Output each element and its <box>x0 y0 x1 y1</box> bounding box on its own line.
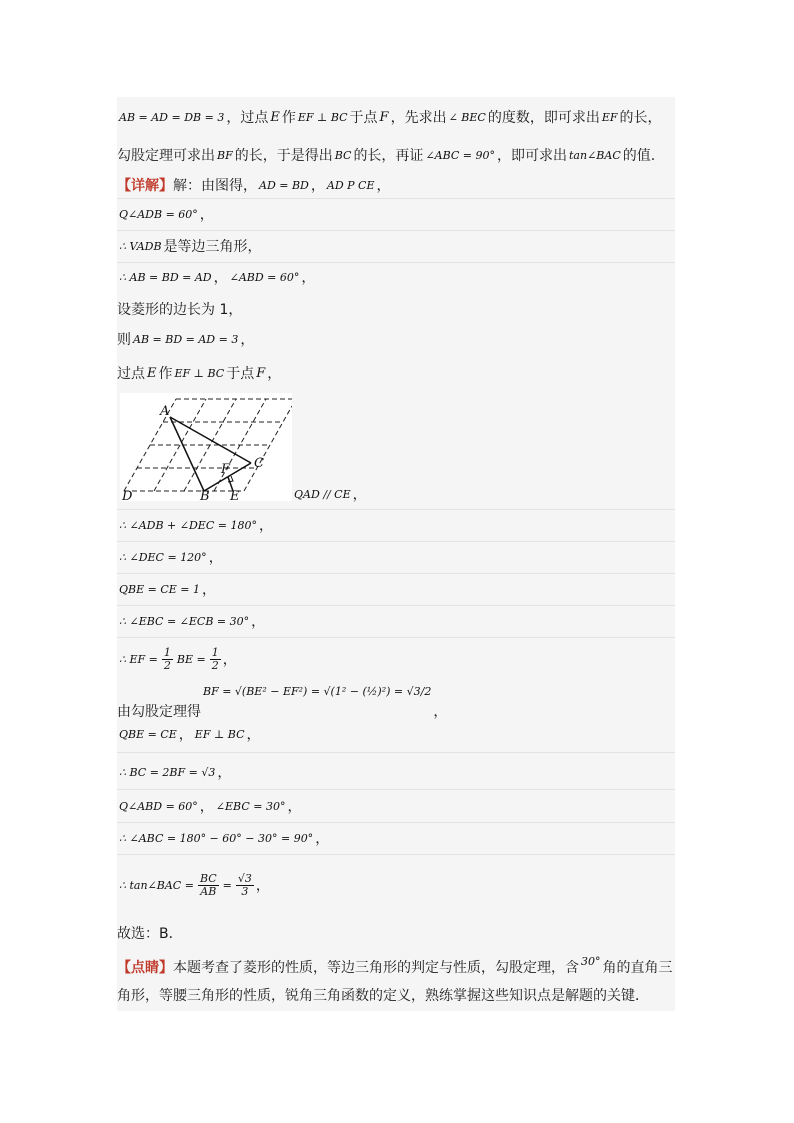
text: ， <box>199 207 214 223</box>
point-e-label: E <box>230 489 240 501</box>
formula: ∴ ∠ADB + ∠DEC = 180° <box>119 518 257 532</box>
point-b-label: B <box>200 489 210 501</box>
text: 故选：B． <box>117 926 183 942</box>
denominator: AB <box>200 884 217 898</box>
text: 角的直角三 <box>602 960 673 976</box>
line-13 <box>117 577 675 601</box>
text: ， <box>246 727 261 743</box>
line-8 <box>117 327 675 351</box>
point-c-label: C <box>254 456 264 471</box>
line-23 <box>117 955 675 979</box>
fraction <box>236 873 254 898</box>
point-label: F <box>256 365 266 381</box>
text: 的长，于是得出 <box>234 148 333 164</box>
text: 作 <box>158 366 173 382</box>
line-12 <box>117 545 675 569</box>
formula: EF ⊥ BC <box>194 727 245 741</box>
formula: ∴ tan∠BAC = <box>119 878 194 892</box>
text: ， <box>222 652 237 668</box>
text: 角形，等腰三角形的性质，锐角三角函数的定义，熟练掌握这些知识点是解题的关键． <box>117 988 649 1004</box>
line-18 <box>117 759 675 785</box>
line-9 <box>117 361 675 385</box>
divider <box>117 854 675 855</box>
formula: EF ⊥ BC <box>297 110 348 124</box>
text: ， <box>267 366 282 382</box>
denominator: 2 <box>163 658 171 672</box>
formula: ∠EBC = 30° <box>215 799 286 813</box>
formula: ∴ ∠DEC = 120° <box>119 550 207 564</box>
formula: ∠ BEC <box>448 110 486 124</box>
formula: QBE = CE <box>119 727 177 741</box>
text: ， <box>258 518 273 534</box>
point-d-label: D <box>122 489 133 501</box>
text: 是等边三角形， <box>163 239 262 255</box>
line-17 <box>117 722 675 746</box>
line-24 <box>117 983 675 1007</box>
fraction <box>210 647 221 672</box>
formula: ∴ EF = <box>119 652 158 666</box>
formula: AB = AD = DB = 3 <box>119 110 225 124</box>
text: ， <box>178 727 193 743</box>
line-4 <box>117 202 675 226</box>
formula: Q∠ABD = 60° <box>119 799 198 813</box>
text: 勾股定理可求出 <box>117 148 215 164</box>
formula: BC <box>334 148 352 162</box>
line-21 <box>117 864 675 906</box>
formula: QBE = CE = 1 <box>119 582 200 596</box>
formula: ∴ ∠ABC = 180° − 60° − 30° = 90° <box>119 831 314 845</box>
text: ， <box>213 270 228 286</box>
denominator: 2 <box>211 658 219 672</box>
formula: EF ⊥ BC <box>174 366 225 380</box>
denominator: 3 <box>241 884 249 898</box>
text: 的长， <box>619 110 662 126</box>
divider <box>117 637 675 638</box>
line-5 <box>117 234 675 258</box>
line-2 <box>117 143 675 167</box>
text: ， <box>315 831 330 847</box>
text: 于点 <box>226 366 255 382</box>
text: ，即可求出 <box>497 148 568 164</box>
formula: AD P CE <box>326 178 375 192</box>
line-7 <box>117 297 675 321</box>
text: 本题考查了菱形的性质，等边三角形的判定与性质，勾股定理，含 <box>173 960 579 976</box>
text: ， <box>217 765 232 781</box>
text: ，过点 <box>226 110 269 126</box>
line-10 <box>292 482 672 506</box>
text: ， <box>433 704 448 720</box>
section-tag: 【点睛】 <box>117 960 173 976</box>
formula: ∠ABD = 60° <box>229 270 300 284</box>
text: ， <box>208 550 223 566</box>
text: 的长，再证 <box>353 148 424 164</box>
point-label: E <box>147 365 157 381</box>
formula: = <box>222 878 232 892</box>
point-f-label: F <box>221 462 231 477</box>
text: ， <box>352 487 367 503</box>
divider <box>117 541 675 542</box>
text: ， <box>202 582 216 598</box>
text: 于点 <box>349 110 378 126</box>
text: ， <box>376 178 391 194</box>
line-1 <box>117 105 675 129</box>
point-label: E <box>270 109 280 125</box>
text: 过点 <box>117 366 145 382</box>
formula: ∴ VADB <box>119 239 162 253</box>
text: ， <box>310 178 325 194</box>
formula: BE = <box>176 652 206 666</box>
formula: AB = BD = AD = 3 <box>133 332 239 346</box>
numerator: 1 <box>163 645 171 659</box>
formula: EF <box>601 110 618 124</box>
formula: QAD // CE <box>294 487 351 501</box>
text: 的度数，即可求出 <box>487 110 600 126</box>
geometry-figure <box>120 393 292 501</box>
formula: BF <box>217 148 233 162</box>
line-22 <box>117 921 675 945</box>
divider <box>117 605 675 606</box>
divider <box>117 752 675 753</box>
line-3 <box>117 173 675 197</box>
divider <box>117 509 675 510</box>
point-a-label: A <box>160 404 170 419</box>
formula: Q∠ADB = 60° <box>119 207 198 221</box>
formula: ∴ AB = BD = AD <box>119 270 212 284</box>
text: 的值. <box>622 148 656 164</box>
formula: BF = √(BE² − EF²) = √(1² − (½)²) = √3/2 <box>203 685 432 698</box>
line-6 <box>117 265 675 289</box>
divider <box>117 822 675 823</box>
point-label: F <box>379 109 389 125</box>
numerator: BC <box>199 871 217 885</box>
numerator: √3 <box>237 871 252 885</box>
formula: ∴ ∠EBC = ∠ECB = 30° <box>119 614 250 628</box>
divider <box>117 262 675 263</box>
text: ， <box>287 799 302 815</box>
text: ， <box>251 614 266 630</box>
line-20 <box>117 826 675 850</box>
divider <box>117 198 675 199</box>
text: ， <box>255 878 270 894</box>
formula: tan∠BAC <box>569 148 621 162</box>
formula: ∴ BC = 2BF = √3 <box>119 765 216 779</box>
text: ，先求出 <box>390 110 447 126</box>
text: 解：由图得， <box>173 178 257 194</box>
rhombus-grid-diagram <box>120 393 292 501</box>
line-15 <box>117 642 675 676</box>
solution-panel <box>117 97 675 1011</box>
text: ， <box>240 332 255 348</box>
formula: 30° <box>581 955 601 968</box>
line-16 <box>117 685 675 721</box>
section-tag: 【详解】 <box>117 178 173 194</box>
line-14 <box>117 609 675 633</box>
formula: ∠ABC = 90° <box>425 148 496 162</box>
text: 作 <box>281 110 296 126</box>
text: 则 <box>117 332 131 348</box>
fraction <box>198 873 219 898</box>
divider <box>117 230 675 231</box>
text: 由勾股定理得 <box>117 704 201 720</box>
fraction <box>162 647 173 672</box>
numerator: 1 <box>211 645 219 659</box>
line-19 <box>117 794 675 818</box>
text: ， <box>199 799 214 815</box>
divider <box>117 789 675 790</box>
divider <box>117 573 675 574</box>
text: 设菱形的边长为 1， <box>117 302 243 318</box>
formula: AD = BD <box>259 178 309 192</box>
text: ， <box>301 270 316 286</box>
line-11 <box>117 513 675 537</box>
